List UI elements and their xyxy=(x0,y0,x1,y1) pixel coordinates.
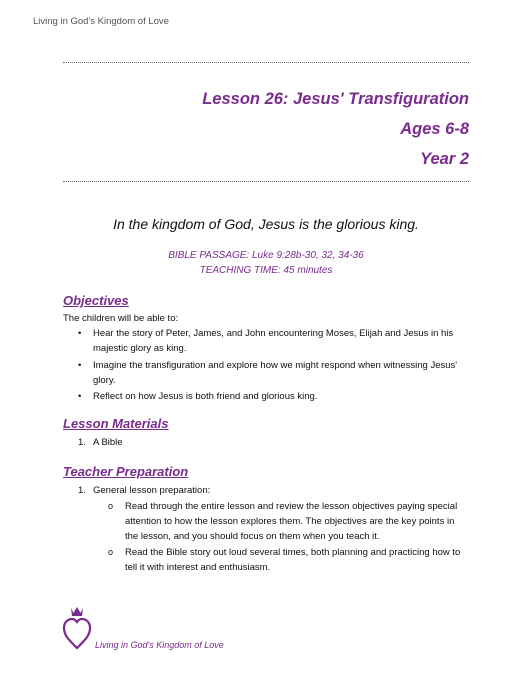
teaching-time: TEACHING TIME: 45 minutes xyxy=(199,265,333,276)
objective-line: Reflect on how Jesus is both friend and glorious king. xyxy=(93,391,318,402)
lesson-tagline: In the kingdom of God, Jesus is the glorious king. xyxy=(113,216,419,232)
subitem-line: Read through the entire lesson and review the lesson objectives paying special xyxy=(125,501,458,512)
running-header: Living in God's Kingdom of Love xyxy=(33,16,169,27)
circle-bullet-icon: o xyxy=(108,547,114,557)
list-number: 1. xyxy=(78,437,86,448)
subitem-line: attention to how the lesson explores them. The objectives are the key points in xyxy=(125,516,455,527)
subitem-line: the lesson, and you should focus on them when you teach it. xyxy=(125,531,380,542)
subitem-line: Read the Bible story out loud several times, both planning and practicing how to xyxy=(125,547,461,558)
preparation-heading: Teacher Preparation xyxy=(63,464,189,479)
program-year: Year 2 xyxy=(420,150,469,168)
preparation-subitem xyxy=(108,545,480,575)
bullet-icon: • xyxy=(78,391,82,402)
preparation-item-text: General lesson preparation: xyxy=(93,485,211,496)
circle-bullet-icon: o xyxy=(108,501,114,511)
preparation-subitem xyxy=(108,499,480,544)
bible-passage: BIBLE PASSAGE: Luke 9:28b-30, 32, 34-36 xyxy=(168,250,364,261)
objective-line: Imagine the transfiguration and explore how we might respond when witnessing Jesus' xyxy=(93,360,458,371)
bottom-rule xyxy=(63,181,469,182)
bullet-icon: • xyxy=(78,360,82,371)
objectives-intro: The children will be able to: xyxy=(63,313,179,324)
list-number: 1. xyxy=(78,485,86,496)
crowned-heart-logo xyxy=(62,604,92,652)
age-range: Ages 6-8 xyxy=(400,120,469,138)
objective-line: majestic glory as king. xyxy=(93,343,187,354)
footer-text: Living in God's Kingdom of Love xyxy=(95,640,224,650)
bullet-icon: • xyxy=(78,328,82,339)
materials-heading: Lesson Materials xyxy=(63,416,169,431)
subitem-line: tell it with interest and enthusiasm. xyxy=(125,562,271,573)
objective-line: Hear the story of Peter, James, and John encountering Moses, Elijah and Jesus in his xyxy=(93,328,454,339)
lesson-title: Lesson 26: Jesus' Transfiguration xyxy=(202,90,469,108)
materials-item-text: A Bible xyxy=(93,437,123,448)
top-rule xyxy=(63,62,469,63)
objectives-heading: Objectives xyxy=(63,293,129,308)
objective-line: glory. xyxy=(93,375,116,386)
